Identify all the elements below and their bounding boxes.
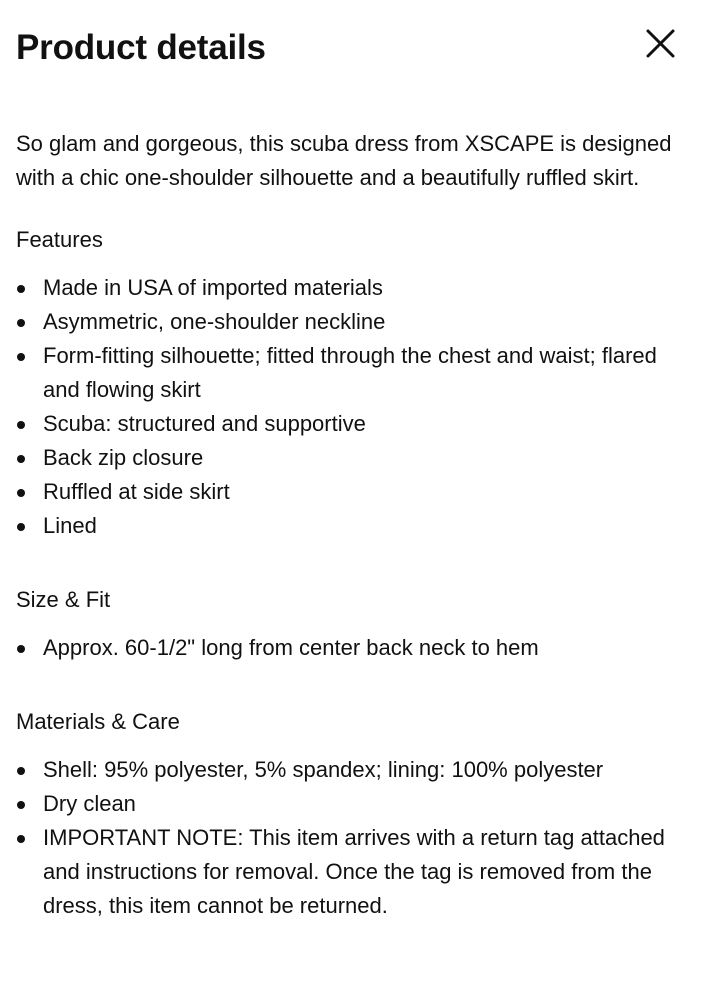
features-heading: Features [16, 227, 103, 252]
list-item: Dry clean [16, 787, 688, 821]
list-item: Back zip closure [16, 441, 688, 475]
list-item: Asymmetric, one-shoulder neckline [16, 305, 688, 339]
product-details-header [16, 24, 702, 74]
list-item: Made in USA of imported materials [16, 271, 688, 305]
materials-care-list [16, 753, 688, 923]
list-item: Scuba: structured and supportive [16, 407, 688, 441]
product-description: So glam and gorgeous, this scuba dress from XSCAPE is designed with a chic one-shoulder silhouette and a beautifully ruffled skirt. [16, 131, 672, 190]
list-item: Lined [16, 509, 688, 543]
list-item: Approx. 60-1/2" long from center back neck to hem [16, 631, 688, 665]
list-item: Ruffled at side skirt [16, 475, 688, 509]
list-item: Shell: 95% polyester, 5% spandex; lining: 100% polyester [16, 753, 688, 787]
size-fit-list [16, 631, 688, 665]
size-fit-heading: Size & Fit [16, 587, 111, 612]
close-icon [640, 24, 680, 64]
features-list [16, 271, 688, 543]
list-item: Form-fitting silhouette; fitted through the chest and waist; flared and flowing skirt [16, 339, 688, 407]
close-button[interactable] [640, 24, 680, 64]
materials-care-heading: Materials & Care [16, 709, 180, 734]
page-title: Product details [16, 28, 266, 67]
product-details-content [16, 127, 688, 923]
list-item: IMPORTANT NOTE: This item arrives with a return tag attached and instructions for removal. Once the tag is removed from the dress, this item cannot be returned. [16, 821, 688, 923]
